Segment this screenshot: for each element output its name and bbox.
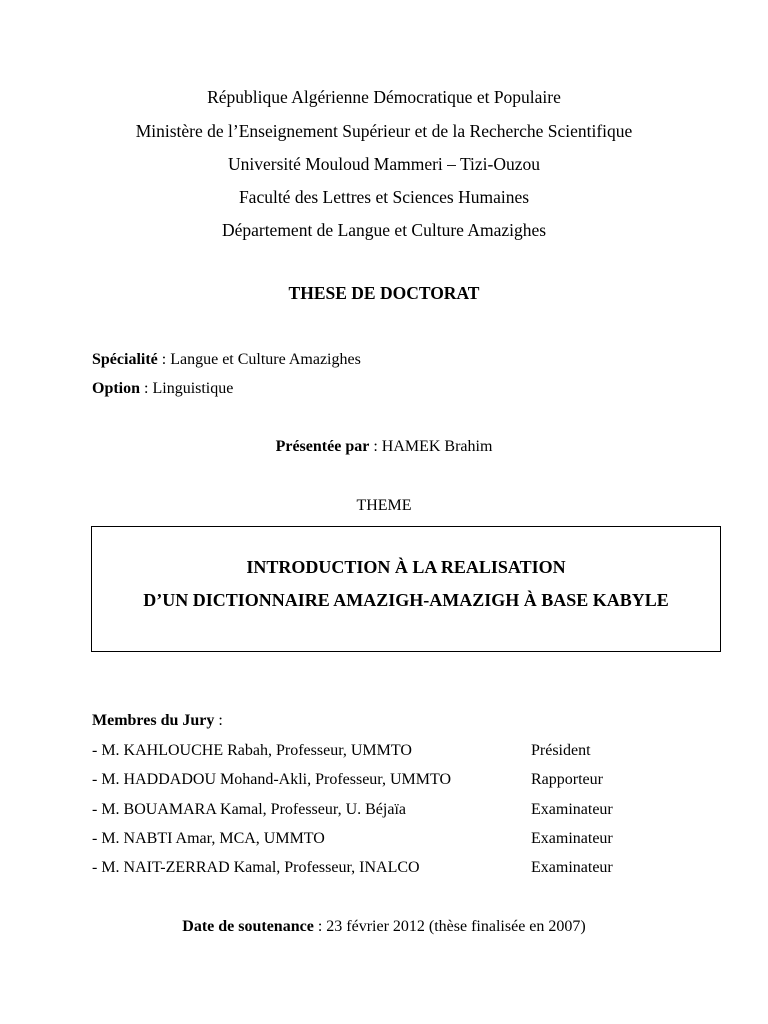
specialite-separator: : bbox=[157, 351, 171, 368]
defense-date-value: 23 février 2012 (thèse finalisée en 2007) bbox=[326, 918, 586, 935]
theme-label: THEME bbox=[356, 497, 412, 514]
thesis-title-box bbox=[91, 526, 721, 652]
jury-label: Membres du Jury bbox=[92, 712, 215, 729]
specialite-label: Spécialité bbox=[92, 351, 158, 368]
header-ministry: Ministère de l’Enseignement Supérieur et de la Recherche Scientifique bbox=[135, 121, 633, 141]
header-department: Département de Langue et Culture Amazighes bbox=[221, 220, 547, 240]
jury-member-role: Rapporteur bbox=[531, 771, 603, 788]
thesis-type-title: THESE DE DOCTORAT bbox=[288, 283, 480, 303]
jury-member-name: - M. NAIT-ZERRAD Kamal, Professeur, INALCO bbox=[92, 859, 420, 876]
option-field bbox=[92, 380, 233, 398]
header-university: Université Mouloud Mammeri – Tizi-Ouzou bbox=[227, 154, 541, 174]
presented-by-label: Présentée par bbox=[275, 438, 370, 455]
jury-separator: : bbox=[214, 712, 223, 729]
defense-date-label: Date de soutenance bbox=[182, 918, 314, 935]
option-value: Linguistique bbox=[152, 380, 234, 397]
specialite-value: Langue et Culture Amazighes bbox=[170, 351, 361, 368]
presented-by-separator: : bbox=[369, 438, 382, 455]
jury-member-role: Examinateur bbox=[531, 859, 613, 876]
jury-member-name: - M. KAHLOUCHE Rabah, Professeur, UMMTO bbox=[92, 742, 412, 759]
option-label: Option bbox=[92, 380, 141, 397]
header-faculty: Faculté des Lettres et Sciences Humaines bbox=[238, 187, 530, 207]
jury-member-role: Président bbox=[531, 742, 591, 759]
author-name: HAMEK Brahim bbox=[381, 438, 493, 455]
thesis-title-line-1: INTRODUCTION À LA REALISATION bbox=[246, 557, 566, 577]
jury-member-name: - M. NABTI Amar, MCA, UMMTO bbox=[92, 830, 325, 847]
defense-date-separator: : bbox=[313, 918, 327, 935]
header-republic: République Algérienne Démocratique et Populaire bbox=[207, 87, 561, 107]
specialite-field bbox=[92, 351, 361, 369]
option-separator: : bbox=[140, 380, 153, 397]
jury-member-name: - M. BOUAMARA Kamal, Professeur, U. Béjaïa bbox=[92, 801, 406, 818]
jury-member-name: - M. HADDADOU Mohand-Akli, Professeur, UMMTO bbox=[92, 771, 452, 788]
jury-heading bbox=[92, 712, 223, 730]
defense-date bbox=[0, 918, 768, 936]
jury-member-role: Examinateur bbox=[531, 830, 613, 847]
presented-by bbox=[0, 438, 768, 456]
thesis-title-line-2: D’UN DICTIONNAIRE AMAZIGH-AMAZIGH À BASE KABYLE bbox=[143, 590, 669, 610]
jury-member-role: Examinateur bbox=[531, 801, 613, 818]
